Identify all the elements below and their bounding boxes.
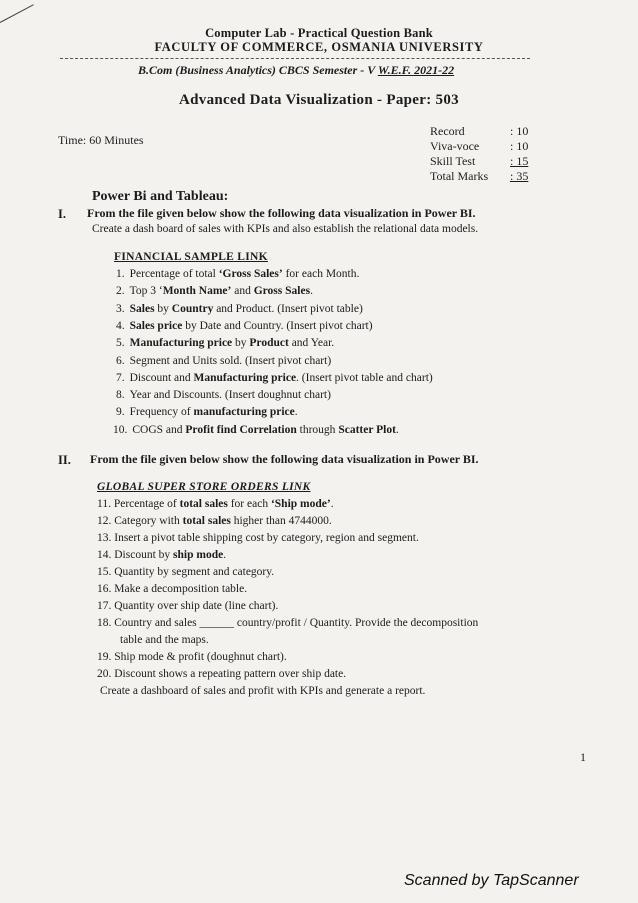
part-one-instruction: From the file given below show the following data visualization in Power BI. [87, 206, 476, 220]
marks-row: Record : 10 [430, 124, 529, 138]
item-text: . (Insert pivot table and chart) [296, 371, 433, 384]
item-emphasis: Manufacturing price [193, 371, 297, 384]
part-two-item [100, 685, 425, 697]
part-one-item [116, 406, 298, 418]
course-line [138, 63, 454, 78]
item-text: Top 3 ‘ [129, 285, 163, 298]
item-text: . [310, 285, 313, 298]
part-two-item [97, 532, 419, 544]
item-number: 1. [116, 268, 125, 280]
part-one-instruction-2: Create a dash board of sales with KPIs and also establish the relational data models. [92, 223, 479, 235]
item-text: 18. Country and sales ______ country/profit / Quantity. Provide the decomposition [97, 617, 479, 629]
part-one-item [116, 285, 313, 297]
item-text: 19. Ship mode & profit (doughnut chart). [97, 651, 287, 663]
item-text: 14. Discount by [97, 549, 174, 561]
item-text: for each Month. [282, 268, 360, 280]
item-text: . [294, 406, 298, 419]
item-emphasis: Month Name’ [162, 285, 232, 298]
item-text: 15. Quantity by segment and category. [97, 566, 275, 578]
paper-title: Advanced Data Visualization - Paper: 503 [179, 92, 459, 108]
header-line-2: FACULTY OF COMMERCE, OSMANIA UNIVERSITY [154, 40, 484, 54]
item-emphasis: Gross Sales [253, 285, 311, 298]
item-text: Create a dashboard of sales and profit with KPIs and generate a report. [100, 685, 426, 697]
item-text: Year and Discounts. (Insert doughnut chart) [129, 389, 331, 402]
item-number: 6. [116, 354, 125, 367]
wef-label: W.E.F. 2021-22 [377, 63, 455, 77]
item-number: 8. [116, 389, 125, 402]
item-emphasis: total sales [182, 515, 231, 527]
page-number: 1 [580, 750, 586, 764]
item-text: through [296, 423, 339, 436]
item-text: 12. Category with [97, 515, 183, 527]
item-emphasis: Manufacturing price [129, 337, 233, 350]
item-text: and [231, 285, 254, 298]
financial-sample-link[interactable]: FINANCIAL SAMPLE LINK [114, 251, 268, 263]
part-two-item [97, 583, 247, 595]
part-one-numeral: I. [58, 207, 66, 221]
part-two-item [97, 515, 332, 527]
marks-row: Viva-voce : 10 [430, 139, 529, 153]
part-two-item [97, 617, 478, 629]
part-two-numeral: II. [58, 453, 71, 467]
item-text: 17. Quantity over ship date (line chart). [97, 600, 279, 612]
item-number: 9. [116, 406, 125, 419]
item-text: higher than 4744000. [230, 515, 332, 527]
item-emphasis: Product [249, 337, 289, 350]
item-text: . [330, 498, 334, 510]
part-two-item [97, 566, 274, 578]
part-two-item [97, 549, 226, 561]
part-one-item [116, 320, 373, 332]
item-text: and Year. [288, 337, 335, 350]
section-heading: Power Bi and Tableau: [92, 189, 229, 204]
part-two-item [97, 651, 287, 663]
part-one-item [116, 337, 334, 349]
item-text: by [232, 337, 250, 350]
header-divider [60, 58, 530, 59]
item-text: by [154, 302, 172, 315]
part-one-item [116, 372, 433, 384]
item-text: 11. Percentage of [97, 498, 180, 510]
item-emphasis: ship mode [173, 549, 224, 561]
item-emphasis: total sales [179, 498, 228, 510]
item-text: . [395, 423, 399, 436]
course-name: B.Com (Business Analytics) CBCS Semester - V [138, 63, 376, 77]
item-number: 10. [113, 423, 128, 436]
item-number: 7. [116, 371, 125, 384]
item-text: Percentage of total [129, 268, 219, 280]
marks-table [430, 124, 540, 184]
scanner-watermark: Scanned by TapScanner [404, 872, 579, 889]
item-text: Frequency of [129, 406, 194, 419]
item-number: 3. [116, 302, 125, 315]
global-superstore-link[interactable]: GLOBAL SUPER STORE ORDERS LINK [97, 481, 311, 493]
part-two-item [97, 498, 334, 510]
item-text: Segment and Units sold. (Insert pivot chart) [129, 354, 332, 367]
item-number: 4. [116, 319, 125, 332]
part-two-item [97, 600, 278, 612]
header-line-1: Computer Lab - Practical Question Bank [205, 26, 433, 40]
time-allowed: Time: 60 Minutes [58, 133, 144, 147]
part-one-item [113, 424, 399, 436]
item-text: for each [227, 498, 271, 510]
part-one-item [116, 389, 331, 401]
item-emphasis: Sales price [129, 319, 183, 332]
part-two-item [120, 634, 209, 646]
part-two-item [97, 668, 346, 680]
item-emphasis: ‘Gross Sales’ [218, 268, 283, 280]
part-one-item [116, 355, 331, 367]
item-text: Discount and [129, 371, 194, 384]
item-text: 16. Make a decomposition table. [97, 583, 248, 595]
marks-row: Skill Test : 15 [430, 154, 529, 168]
corner-pen-mark [0, 4, 34, 23]
item-emphasis: manufacturing price [193, 406, 295, 419]
item-text: COGS and [132, 423, 186, 436]
item-number: 2. [116, 285, 125, 298]
item-text: and Product. (Insert pivot table) [213, 302, 363, 315]
item-text: 13. Insert a pivot table shipping cost by category, region and segment. [97, 532, 419, 544]
item-text: . [223, 549, 227, 561]
part-one-item [116, 303, 363, 315]
item-emphasis: Profit find Correlation [185, 423, 297, 436]
item-text: table and the maps. [120, 634, 209, 646]
item-emphasis: Scatter Plot [338, 423, 396, 436]
item-text: 20. Discount shows a repeating pattern over ship date. [97, 668, 347, 680]
item-number: 5. [116, 337, 125, 350]
item-emphasis: Sales [129, 302, 155, 315]
part-two-instruction: From the file given below show the following data visualization in Power BI. [90, 452, 479, 466]
item-emphasis: ‘Ship mode’ [270, 498, 331, 510]
part-one-item [116, 268, 359, 280]
item-emphasis: Country [171, 302, 214, 315]
item-text: by Date and Country. (Insert pivot chart) [182, 319, 373, 332]
marks-row: Total Marks : 35 [430, 169, 529, 183]
